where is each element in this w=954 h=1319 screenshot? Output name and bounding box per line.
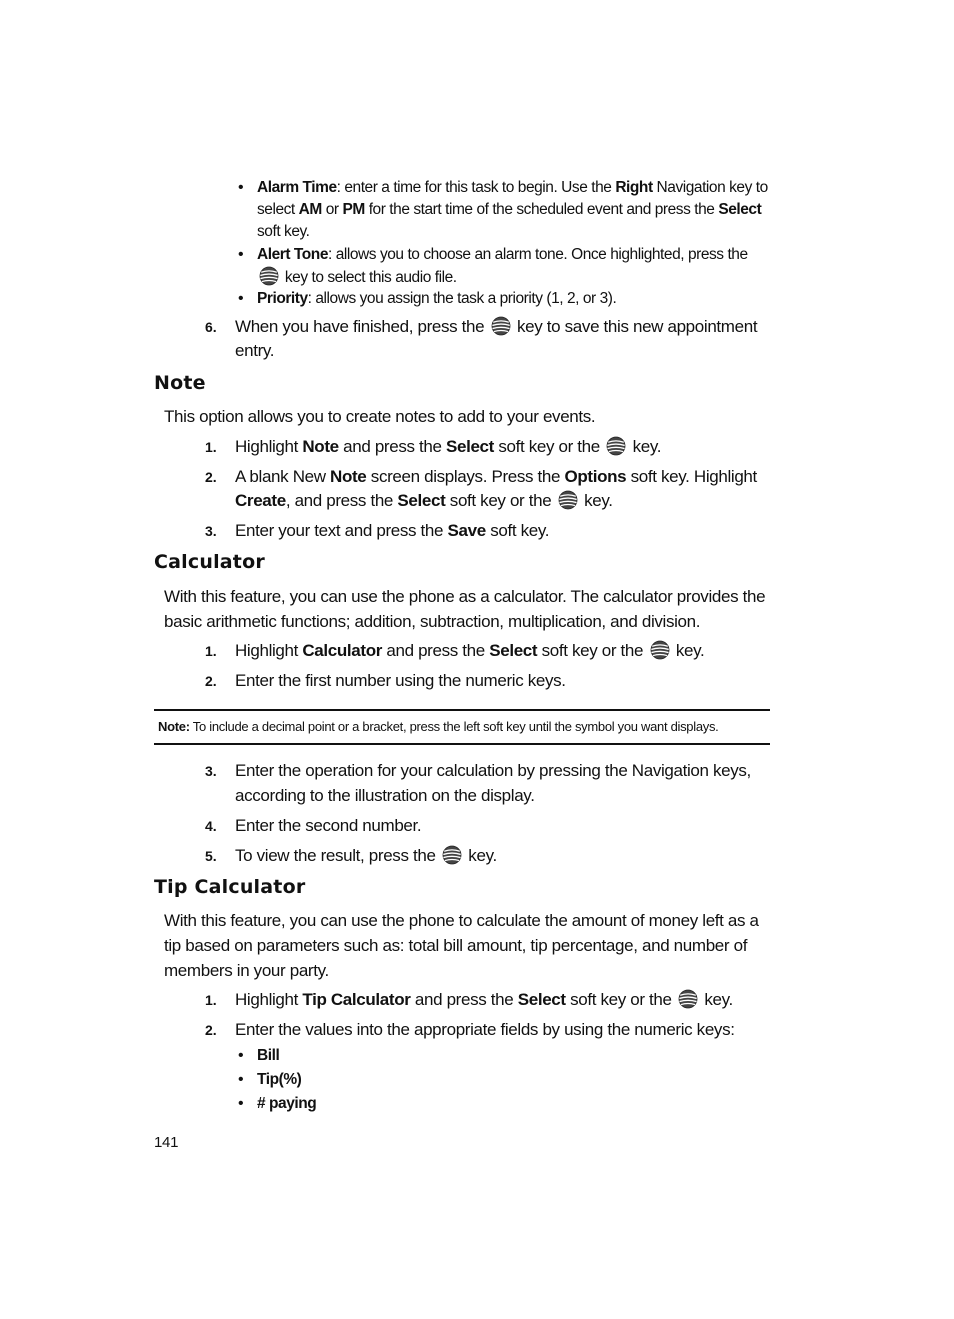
note-box-text: Note: To include a decimal point or a bracket, press the left soft key until the symbol you want displays.: [158, 719, 719, 734]
calculator-step-5: To view the result, press the key.: [235, 846, 497, 865]
calculator-step-4: Enter the second number.: [235, 816, 422, 835]
step-number: 6.: [205, 319, 217, 335]
tip-step-1: Highlight Tip Calculator and press the Select soft key or the key.: [235, 990, 733, 1009]
att-globe-key-icon: [678, 989, 698, 1009]
page-number: 141: [154, 1134, 179, 1151]
section-heading-calculator: Calculator: [154, 551, 265, 573]
section-heading-note: Note: [154, 372, 206, 394]
step-number: 1.: [205, 992, 217, 1008]
alert-tone-line-1: Alert Tone: allows you to choose an alarm tone. Once highlighted, press the: [257, 246, 748, 263]
tip-step-2: Enter the values into the appropriate fields by using the numeric keys:: [235, 1020, 735, 1039]
note-step-1: Highlight Note and press the Select soft key or the key.: [235, 437, 662, 456]
att-globe-key-icon: [606, 436, 626, 456]
step6-line-2: entry.: [235, 341, 275, 360]
priority-label: Priority: [257, 290, 308, 307]
note-intro: This option allows you to create notes to add to your events.: [164, 407, 596, 426]
step-number: 1.: [205, 439, 217, 455]
alarm-time-line-1: Alarm Time: enter a time for this task to begin. Use the Right Navigation key to: [257, 179, 768, 196]
alarm-time-line-3: soft key.: [257, 223, 310, 240]
step-number: 2.: [205, 469, 217, 485]
section-heading-tip-calculator: Tip Calculator: [154, 876, 306, 898]
priority-line: Priority: allows you assign the task a priority (1, 2, or 3).: [257, 290, 617, 307]
calculator-intro-line-2: basic arithmetic functions; addition, subtraction, multiplication, and division.: [164, 612, 701, 631]
alarm-time-label: Alarm Time: [257, 179, 337, 196]
step-number: 3.: [205, 523, 217, 539]
field-bill: Bill: [257, 1047, 280, 1064]
note-box-top-rule: [154, 709, 770, 711]
field-tip-percent: Tip(%): [257, 1071, 302, 1088]
tip-intro-line-1: With this feature, you can use the phone to calculate the amount of money left as a: [164, 911, 759, 930]
step-number: 3.: [205, 763, 217, 779]
att-globe-key-icon: [558, 490, 578, 510]
calculator-step-1: Highlight Calculator and press the Select soft key or the key.: [235, 641, 705, 660]
att-globe-key-icon: [442, 845, 462, 865]
alert-tone-line-2: key to select this audio file.: [257, 266, 457, 289]
step-number: 4.: [205, 818, 217, 834]
alarm-time-line-2: select AM or PM for the start time of the scheduled event and press the Select: [257, 201, 762, 218]
step-number: 2.: [205, 1022, 217, 1038]
bullet: •: [238, 1095, 244, 1112]
bullet: •: [238, 1071, 244, 1088]
step-number: 5.: [205, 848, 217, 864]
step-number: 2.: [205, 673, 217, 689]
step-number: 1.: [205, 643, 217, 659]
note-box-bottom-rule: [154, 743, 770, 745]
field-paying: # paying: [257, 1095, 317, 1112]
calculator-step-3-line-1: Enter the operation for your calculation by pressing the Navigation keys,: [235, 761, 751, 780]
bullet: •: [238, 290, 244, 307]
bullet: •: [238, 246, 244, 263]
note-step-2-line-1: A blank New Note screen displays. Press the Options soft key. Highlight: [235, 467, 757, 486]
calculator-step-2: Enter the first number using the numeric keys.: [235, 671, 566, 690]
att-globe-key-icon: [259, 266, 279, 286]
att-globe-key-icon: [491, 316, 511, 336]
alert-tone-label: Alert Tone: [257, 246, 328, 263]
att-globe-key-icon: [650, 640, 670, 660]
calculator-step-3-line-2: according to the illustration on the display.: [235, 786, 535, 805]
tip-intro-line-2: tip based on parameters such as: total bill amount, tip percentage, and number of: [164, 936, 748, 955]
bullet: •: [238, 179, 244, 196]
step6-line-1: When you have finished, press the key to save this new appointment: [235, 317, 758, 336]
note-step-3: Enter your text and press the Save soft key.: [235, 521, 550, 540]
note-box-label: Note:: [158, 719, 190, 734]
tip-intro-line-3: members in your party.: [164, 961, 329, 980]
calculator-intro-line-1: With this feature, you can use the phone as a calculator. The calculator provides the: [164, 587, 766, 606]
bullet: •: [238, 1047, 244, 1064]
note-step-2-line-2: Create, and press the Select soft key or the key.: [235, 491, 613, 510]
